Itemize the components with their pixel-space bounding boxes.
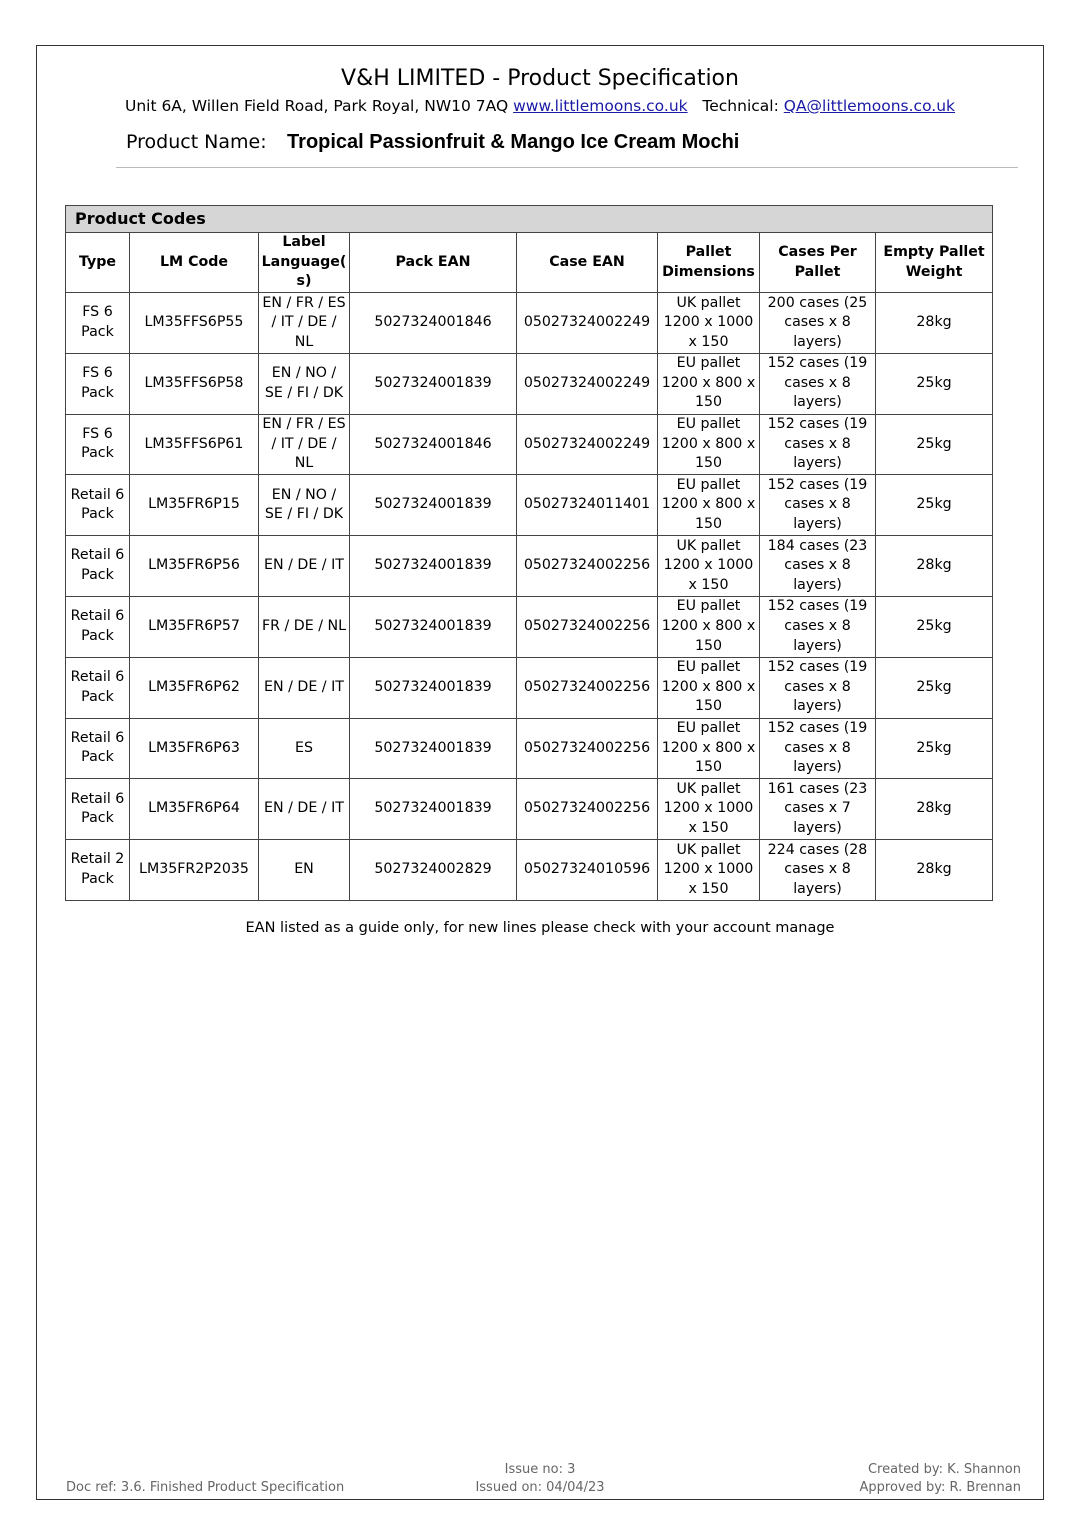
cell-pack-ean: 5027324002829 <box>350 840 517 901</box>
cell-pack-ean: 5027324001839 <box>350 475 517 536</box>
cell-lm-code: LM35FFS6P61 <box>130 414 259 475</box>
cell-empty-pallet-weight: 25kg <box>876 657 993 718</box>
cell-cases-per-pallet: 152 cases (19 cases x 8 layers) <box>760 475 876 536</box>
cell-pack-ean: 5027324001846 <box>350 414 517 475</box>
cell-case-ean: 05027324011401 <box>517 475 658 536</box>
column-header-pack-ean: Pack EAN <box>350 233 517 293</box>
cell-cases-per-pallet: 184 cases (23 cases x 8 layers) <box>760 536 876 597</box>
cell-type: Retail 6 Pack <box>66 718 130 779</box>
cell-cases-per-pallet: 152 cases (19 cases x 8 layers) <box>760 353 876 414</box>
cell-pallet-dimensions: EU pallet 1200 x 800 x 150 <box>658 475 760 536</box>
cell-pack-ean: 5027324001846 <box>350 293 517 354</box>
cell-type: Retail 6 Pack <box>66 779 130 840</box>
cell-type: Retail 6 Pack <box>66 536 130 597</box>
table-row <box>66 414 993 475</box>
table-row <box>66 840 993 901</box>
cell-type: FS 6 Pack <box>66 353 130 414</box>
cell-pallet-dimensions: UK pallet 1200 x 1000 x 150 <box>658 293 760 354</box>
footer-doc-ref: Doc ref: 3.6. Finished Product Specification <box>66 1480 345 1495</box>
issue-date: Issued on: 04/04/23 <box>475 1480 605 1495</box>
cell-empty-pallet-weight: 25kg <box>876 353 993 414</box>
cell-cases-per-pallet: 161 cases (23 cases x 7 layers) <box>760 779 876 840</box>
cell-case-ean: 05027324010596 <box>517 840 658 901</box>
cell-pallet-dimensions: EU pallet 1200 x 800 x 150 <box>658 718 760 779</box>
cell-lm-code: LM35FFS6P55 <box>130 293 259 354</box>
cell-empty-pallet-weight: 28kg <box>876 779 993 840</box>
column-header-pallet-dimensions: Pallet Dimensions <box>658 233 760 293</box>
cell-case-ean: 05027324002256 <box>517 596 658 657</box>
cell-lm-code: LM35FR6P63 <box>130 718 259 779</box>
cell-type: Retail 6 Pack <box>66 657 130 718</box>
cell-lm-code: LM35FR6P57 <box>130 596 259 657</box>
cell-label-language: EN / NO / SE / FI / DK <box>259 353 350 414</box>
cell-type: FS 6 Pack <box>66 293 130 354</box>
cell-cases-per-pallet: 152 cases (19 cases x 8 layers) <box>760 718 876 779</box>
section-title: Product Codes <box>66 206 993 233</box>
cell-cases-per-pallet: 152 cases (19 cases x 8 layers) <box>760 657 876 718</box>
cell-pallet-dimensions: UK pallet 1200 x 1000 x 150 <box>658 779 760 840</box>
approved-by: Approved by: R. Brennan <box>859 1480 1021 1495</box>
cell-label-language: FR / DE / NL <box>259 596 350 657</box>
table-row <box>66 596 993 657</box>
cell-pallet-dimensions: UK pallet 1200 x 1000 x 150 <box>658 536 760 597</box>
cell-empty-pallet-weight: 25kg <box>876 414 993 475</box>
cell-case-ean: 05027324002256 <box>517 657 658 718</box>
cell-pack-ean: 5027324001839 <box>350 779 517 840</box>
cell-label-language: EN / DE / IT <box>259 657 350 718</box>
column-header-empty-pallet-weight: Empty Pallet Weight <box>876 233 993 293</box>
cell-pallet-dimensions: EU pallet 1200 x 800 x 150 <box>658 414 760 475</box>
product-name: Tropical Passionfruit & Mango Ice Cream Mochi <box>287 131 740 153</box>
cell-type: Retail 2 Pack <box>66 840 130 901</box>
product-name-row <box>126 131 739 154</box>
cell-lm-code: LM35FFS6P58 <box>130 353 259 414</box>
table-row <box>66 657 993 718</box>
cell-case-ean: 05027324002249 <box>517 353 658 414</box>
cell-case-ean: 05027324002256 <box>517 536 658 597</box>
cell-lm-code: LM35FR6P56 <box>130 536 259 597</box>
table-row <box>66 353 993 414</box>
issue-number: Issue no: 3 <box>504 1462 576 1477</box>
cell-case-ean: 05027324002256 <box>517 779 658 840</box>
cell-pallet-dimensions: EU pallet 1200 x 800 x 150 <box>658 657 760 718</box>
cell-pallet-dimensions: EU pallet 1200 x 800 x 150 <box>658 353 760 414</box>
cell-type: FS 6 Pack <box>66 414 130 475</box>
cell-pack-ean: 5027324001839 <box>350 596 517 657</box>
cell-cases-per-pallet: 200 cases (25 cases x 8 layers) <box>760 293 876 354</box>
website-link[interactable]: www.littlemoons.co.uk <box>513 97 688 115</box>
cell-empty-pallet-weight: 28kg <box>876 536 993 597</box>
column-header-case-ean: Case EAN <box>517 233 658 293</box>
cell-lm-code: LM35FR6P64 <box>130 779 259 840</box>
column-header-lm-code: LM Code <box>130 233 259 293</box>
cell-cases-per-pallet: 152 cases (19 cases x 8 layers) <box>760 414 876 475</box>
cell-empty-pallet-weight: 25kg <box>876 718 993 779</box>
cell-lm-code: LM35FR6P15 <box>130 475 259 536</box>
table-row <box>66 293 993 354</box>
table-header-row <box>66 233 993 293</box>
cell-type: Retail 6 Pack <box>66 475 130 536</box>
cell-pallet-dimensions: UK pallet 1200 x 1000 x 150 <box>658 840 760 901</box>
cell-empty-pallet-weight: 25kg <box>876 596 993 657</box>
cell-label-language: EN / DE / IT <box>259 536 350 597</box>
document-title: V&H LIMITED - Product Specification <box>341 66 739 91</box>
cell-cases-per-pallet: 152 cases (19 cases x 8 layers) <box>760 596 876 657</box>
cell-lm-code: LM35FR2P2035 <box>130 840 259 901</box>
column-header-type: Type <box>66 233 130 293</box>
cell-pallet-dimensions: EU pallet 1200 x 800 x 150 <box>658 596 760 657</box>
column-header-label-language: Label Language( s) <box>259 233 350 293</box>
cell-pack-ean: 5027324001839 <box>350 657 517 718</box>
table-row <box>66 475 993 536</box>
column-header-cases-per-pallet: Cases Per Pallet <box>760 233 876 293</box>
table-row <box>66 536 993 597</box>
cell-cases-per-pallet: 224 cases (28 cases x 8 layers) <box>760 840 876 901</box>
cell-case-ean: 05027324002249 <box>517 293 658 354</box>
cell-case-ean: 05027324002256 <box>517 718 658 779</box>
footer-authors <box>860 1461 1022 1497</box>
cell-empty-pallet-weight: 28kg <box>876 293 993 354</box>
created-by: Created by: K. Shannon <box>867 1462 1021 1477</box>
table-row <box>66 779 993 840</box>
technical-label: Technical: <box>702 97 779 115</box>
ean-note: EAN listed as a guide only, for new lines please check with your account manage <box>245 920 835 936</box>
cell-label-language: EN / FR / ES / IT / DE / NL <box>259 293 350 354</box>
cell-case-ean: 05027324002249 <box>517 414 658 475</box>
table-row <box>66 718 993 779</box>
technical-email-link[interactable]: QA@littlemoons.co.uk <box>783 97 956 115</box>
product-codes-table <box>65 205 993 901</box>
address-line <box>0 97 1080 115</box>
cell-label-language: EN / DE / IT <box>259 779 350 840</box>
cell-label-language: EN / NO / SE / FI / DK <box>259 475 350 536</box>
cell-lm-code: LM35FR6P62 <box>130 657 259 718</box>
cell-pack-ean: 5027324001839 <box>350 353 517 414</box>
cell-empty-pallet-weight: 28kg <box>876 840 993 901</box>
cell-type: Retail 6 Pack <box>66 596 130 657</box>
company-address: Unit 6A, Willen Field Road, Park Royal, NW10 7AQ <box>124 97 509 115</box>
footer-issue-info <box>440 1461 640 1497</box>
cell-label-language: EN <box>259 840 350 901</box>
cell-empty-pallet-weight: 25kg <box>876 475 993 536</box>
cell-label-language: EN / FR / ES / IT / DE / NL <box>259 414 350 475</box>
cell-pack-ean: 5027324001839 <box>350 536 517 597</box>
cell-label-language: ES <box>259 718 350 779</box>
cell-pack-ean: 5027324001839 <box>350 718 517 779</box>
header-divider <box>116 167 1018 168</box>
product-name-label: Product Name: <box>126 131 267 153</box>
